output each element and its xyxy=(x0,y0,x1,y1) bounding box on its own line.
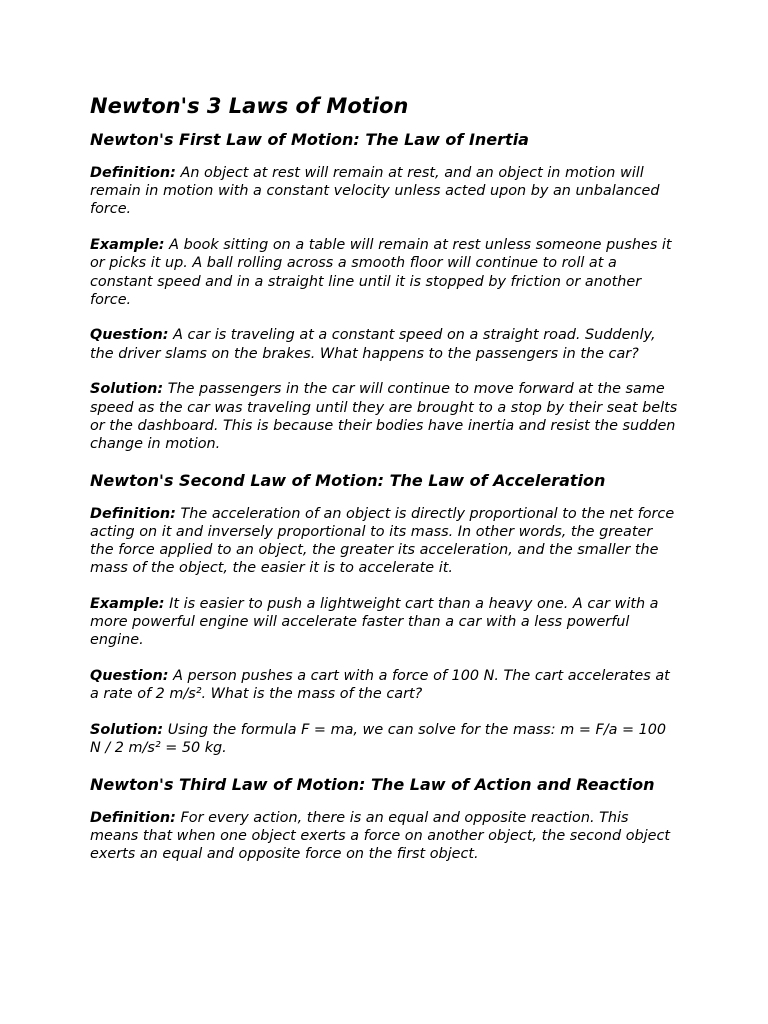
document-title: Newton's 3 Laws of Motion xyxy=(90,94,409,118)
solution-label: Solution: xyxy=(90,721,164,738)
example-paragraph xyxy=(90,595,680,650)
solution-text: Using the formula F = ma, we can solve for the mass: m = F/a = 100 N / 2 m/s² = 50 kg. xyxy=(90,721,667,757)
example-text: A book sitting on a table will remain at rest unless someone pushes it or picks it up. A ball rolling across a smooth floor will continue to roll at a constant speed and in a straight line until it is stopped by friction or another force. xyxy=(90,237,672,308)
solution-paragraph xyxy=(90,380,680,453)
question-text: A person pushes a cart with a force of 100 N. The cart accelerates at a rate of 2 m/s². What is the mass of the cart? xyxy=(90,668,670,703)
definition-label: Definition: xyxy=(90,809,176,826)
definition-text: For every action, there is an equal and opposite reaction. This means that when one object exerts a force on another object, the second object exerts an equal and opposite force on the first object. xyxy=(90,809,671,863)
question-paragraph xyxy=(90,667,680,703)
question-label: Question: xyxy=(90,327,169,344)
definition-text: The acceleration of an object is directly proportional to the net force acting on it and inversely proportional to its mass. In other words, the greater the force applied to an object, the greater its acceleration, and the smaller the mass of the object, the easier it is to accelerate it. xyxy=(90,505,675,577)
section-heading: Newton's Third Law of Motion: The Law of Action and Reaction xyxy=(90,774,655,794)
section-second-law xyxy=(90,471,680,758)
document-page xyxy=(90,92,680,881)
definition-label: Definition: xyxy=(90,505,176,522)
definition-paragraph xyxy=(90,505,680,578)
section-first-law xyxy=(90,130,680,453)
section-heading: Newton's First Law of Motion: The Law of Inertia xyxy=(90,130,529,149)
definition-label: Definition: xyxy=(90,165,176,181)
definition-text: An object at rest will remain at rest, and an object in motion will remain in motion with a constant velocity unless acted upon by an unbalanced force. xyxy=(90,165,660,218)
definition-paragraph xyxy=(90,809,680,864)
question-paragraph xyxy=(90,326,680,362)
example-label: Example: xyxy=(90,237,165,254)
solution-text: The passengers in the car will continue to move forward at the same speed as the car was traveling until they are brought to a stop by their seat belts or the dashboard. This is because their bodies have inertia and resist the sudden change in motion. xyxy=(90,381,678,452)
example-text: It is easier to push a lightweight cart than a heavy one. A car with a more powerful engine will accelerate faster than a car with a less powerful engine. xyxy=(90,595,659,649)
definition-paragraph xyxy=(90,164,680,219)
question-label: Question: xyxy=(90,668,169,685)
example-label: Example: xyxy=(90,595,165,612)
section-third-law xyxy=(90,775,680,864)
example-paragraph xyxy=(90,236,680,309)
solution-paragraph xyxy=(90,721,680,757)
question-text: A car is traveling at a constant speed on a straight road. Suddenly, the driver slams on the brakes. What happens to the passengers in the car? xyxy=(90,327,656,362)
solution-label: Solution: xyxy=(90,381,164,398)
section-heading: Newton's Second Law of Motion: The Law of Acceleration xyxy=(90,470,606,490)
